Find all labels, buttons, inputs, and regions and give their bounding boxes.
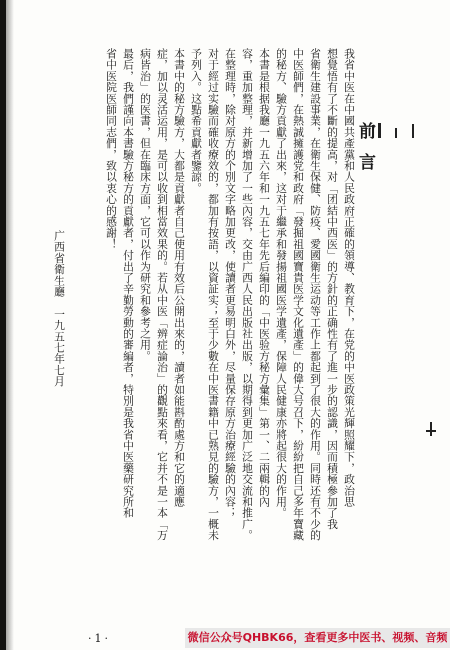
body-column: 本書是根据我廳一九五六年和一九五七年先后編印的「中医验方秘方彙集」第一、二兩輯的內 xyxy=(258,48,271,508)
scan-mark xyxy=(395,128,397,138)
body-column: 最后，我們謹向本書驗方秘方的貢獻者，付出了辛勤勞動的審編者，特別是我省中医藥研究所和 xyxy=(122,48,135,519)
body-column: 对于經过实驗而確收療效的，都加有按語，以資証实；至于少數在中医書籍中已熟見的驗方，一概未 xyxy=(207,48,220,541)
body-column: 中医師們，在熱誠擁護党和政府「發掘祖國寶貴医学文化遺產」的偉大号召下，紛紛把自己多年寶藏 xyxy=(292,48,305,541)
binding-shadow xyxy=(6,0,14,650)
body-column: 容，重加整理，并新增加了一些內容，交由广西人民出版社出版，以期得到更加广泛地交流和推广。 xyxy=(241,48,254,541)
watermark-banner: 微信公众号QHBK66，查看更多中医书、视频、音频 xyxy=(185,628,450,648)
signature-line: 广西省衛生廳 一九五七年七月 xyxy=(53,230,66,387)
body-column: 症，加以灵活运用，是可以收到相當效果的。若从中医「辨症論治」的觀點來看，它并不是一本「万 xyxy=(156,48,169,541)
page-number: ·1· xyxy=(88,632,111,645)
page-title: 前言 xyxy=(355,122,375,184)
body-column: 予列入。这點希貢獻者鑒諒。 xyxy=(190,48,203,194)
body-column: 在整理時，除对原方的个別文字略加更改，使讀者更易明白外，尽量保存原方治療經驗的內容； xyxy=(224,48,237,519)
body-column: 想覺悟有了不斷的提高，对「团結中西医」的方針的正确性有了進一步的認識，因而積極參加了我 xyxy=(326,48,339,530)
scan-mark xyxy=(430,422,432,436)
body-column: 省中医院医師同志們，致以衷心的感謝！ xyxy=(105,48,118,250)
body-column: 省衛生建設事業，在衛生保健、防疫、愛國衛生运动等工作上都起到了很大的作用。同時还有不少的 xyxy=(309,48,322,541)
scan-mark xyxy=(378,123,381,138)
scan-mark xyxy=(412,124,414,138)
body-column: 病皆治」的医書，但在臨床方面，它可以作为研究和參考之用。 xyxy=(139,48,152,362)
body-column: 的秘方、驗方貢獻了出來，这对于繼承和發揚祖國医学遺產，保障人民健康亦將起很大的作用。 xyxy=(275,48,288,519)
body-column: 我省中医在中國共產黨和人民政府正確的領導、教育下，在党的中医政策光輝照耀下，政治思 xyxy=(343,48,356,508)
body-column: 本書中的秘方驗方，大都是貢獻者自己使用有效后公開出來的，讀者如能斟酌處方和它的適應 xyxy=(173,48,186,508)
